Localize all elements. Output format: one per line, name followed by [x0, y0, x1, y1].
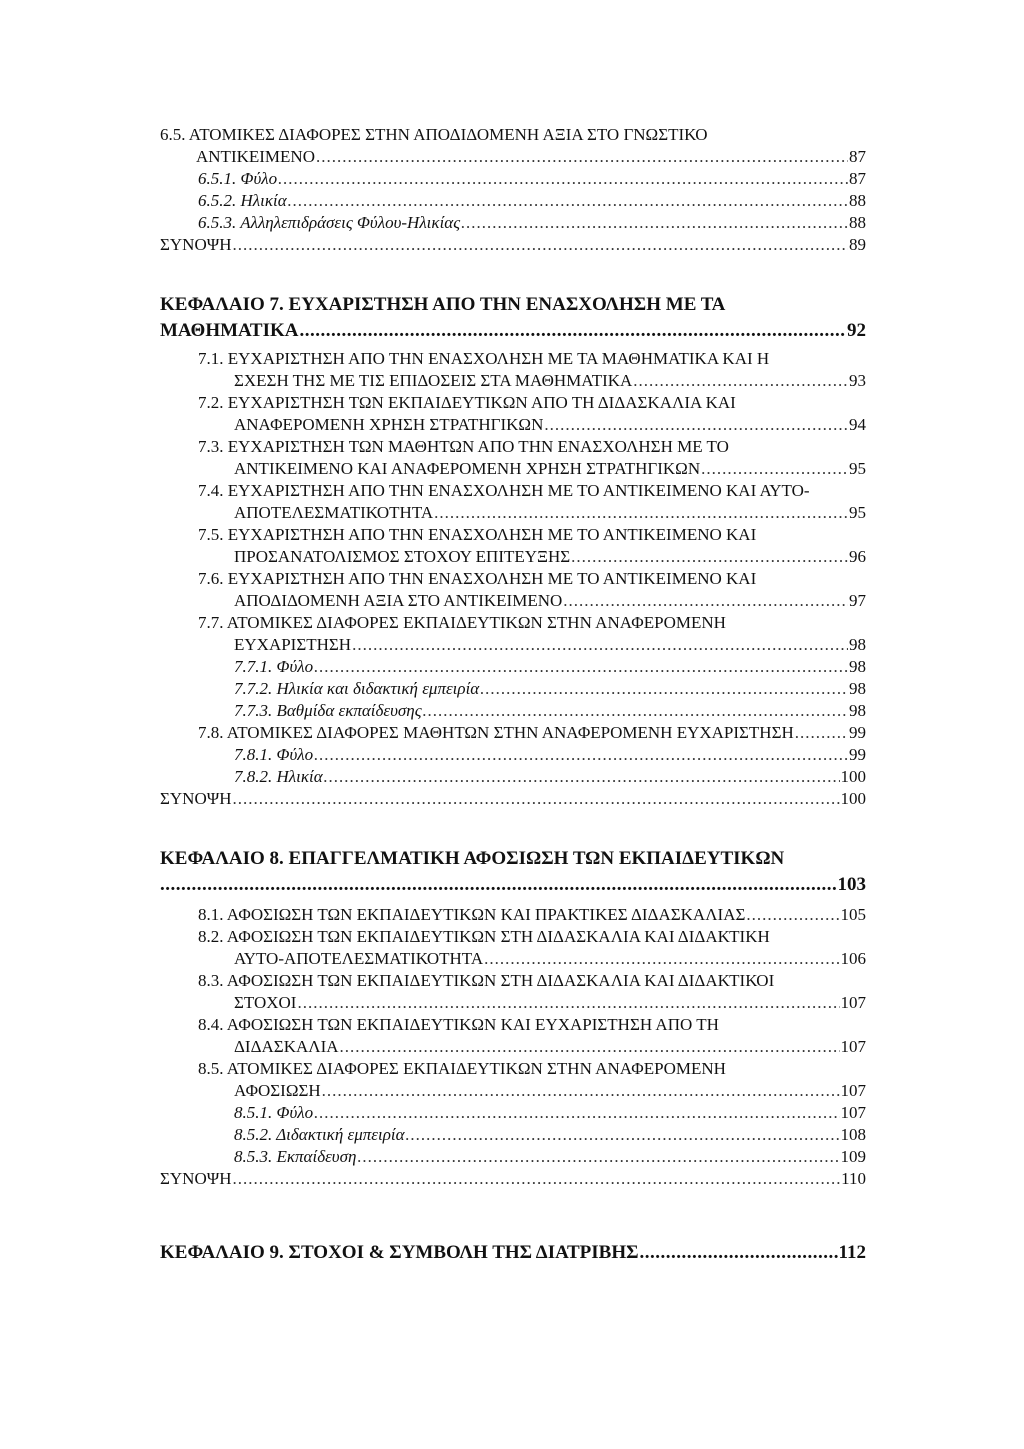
- page-number: 103: [837, 874, 866, 895]
- page-number: 108: [840, 1125, 866, 1144]
- toc-entry-summary-8[interactable]: [160, 1168, 866, 1190]
- page-number: 97: [849, 591, 866, 610]
- toc-entry-title: 7.7.1. Φύλο: [234, 657, 314, 676]
- toc-entry-6-5-3[interactable]: [160, 212, 866, 234]
- toc-entry-title: 7.2. ΕΥΧΑΡΙΣΤΗΣΗ ΤΩΝ ΕΚΠΑΙΔΕΥΤΙΚΩΝ ΑΠΟ ΤΗ ΔΙΔΑΣΚΑΛΙΑ ΚΑΙ: [198, 393, 736, 412]
- toc-entry-title: 7.7.2. Ηλικία και διδακτική εμπειρία: [234, 679, 480, 698]
- page-number: 105: [840, 905, 866, 924]
- toc-entry-title: 8.5. ΑΤΟΜΙΚΕΣ ΔΙΑΦΟΡΕΣ ΕΚΠΑΙΔΕΥΤΙΚΩΝ ΣΤΗΝ ΑΝΑΦΕΡΟΜΕΝΗ: [198, 1059, 726, 1078]
- toc-entry-title-cont: ΣΧΕΣΗ ΤΗΣ ΜΕ ΤΙΣ ΕΠΙΔΟΣΕΙΣ ΣΤΑ ΜΑΘΗΜΑΤΙΚΑ: [234, 371, 633, 390]
- toc-entry-7-6[interactable]: [160, 568, 866, 612]
- toc-entry-title-cont: ΑΠΟΤΕΛΕΣΜΑΤΙΚΟΤΗΤΑ: [234, 503, 434, 522]
- dot-leader: [233, 1168, 841, 1190]
- page-number: 95: [849, 503, 866, 522]
- page-number: 89: [849, 235, 866, 254]
- toc-entry-title: ΣΥΝΟΨΗ: [160, 789, 232, 808]
- toc-entry-title-cont: ΑΠΟΔΙΔΟΜΕΝΗ ΑΞΙΑ ΣΤΟ ΑΝΤΙΚΕΙΜΕΝΟ: [234, 591, 563, 610]
- page-number: 88: [849, 191, 866, 210]
- toc-entry-title: 7.4. ΕΥΧΑΡΙΣΤΗΣΗ ΑΠΟ ΤΗΝ ΕΝΑΣΧΟΛΗΣΗ ΜΕ ΤΟ ΑΝΤΙΚΕΙΜΕΝΟ ΚΑΙ ΑΥΤΟ-: [198, 481, 810, 500]
- toc-entry-6-5-1[interactable]: [160, 168, 866, 190]
- toc-entry-8-1[interactable]: [160, 904, 866, 926]
- toc-entry-7-1[interactable]: [160, 348, 866, 392]
- toc-entry-title: 8.2. ΑΦΟΣΙΩΣΗ ΤΩΝ ΕΚΠΑΙΔΕΥΤΙΚΩΝ ΣΤΗ ΔΙΔΑΣΚΑΛΙΑ ΚΑΙ ΔΙΔΑΚΤΙΚΗ: [198, 927, 770, 946]
- dot-leader: [461, 212, 848, 234]
- toc-entry-title-cont: ΑΝΑΦΕΡΟΜΕΝΗ ΧΡΗΣΗ ΣΤΡΑΤΗΓΙΚΩΝ: [234, 415, 544, 434]
- toc-entry-title: 7.8.2. Ηλικία: [234, 767, 323, 786]
- page-number: 94: [849, 415, 866, 434]
- page-number: 98: [849, 657, 866, 676]
- page-number: 87: [849, 169, 866, 188]
- dot-leader: [352, 634, 848, 656]
- toc-entry-7-3[interactable]: [160, 436, 866, 480]
- toc-chapter-8[interactable]: [160, 846, 866, 898]
- toc-entry-title: 6.5. ΑΤΟΜΙΚΕΣ ΔΙΑΦΟΡΕΣ ΣΤΗΝ ΑΠΟΔΙΔΟΜΕΝΗ ΑΞΙΑ ΣΤΟ ΓΝΩΣΤΙΚΟ: [160, 125, 708, 144]
- page-number: 96: [849, 547, 866, 566]
- chapter-title: ΚΕΦΑΛΑΙΟ 7. ΕΥΧΑΡΙΣΤΗΣΗ ΑΠΟ ΤΗΝ ΕΝΑΣΧΟΛΗΣΗ ΜΕ ΤΑ: [160, 294, 726, 315]
- toc-entry-8-5[interactable]: [160, 1058, 866, 1102]
- dot-leader: [288, 190, 848, 212]
- toc-chapter-9[interactable]: [160, 1240, 866, 1266]
- dot-leader: [278, 168, 848, 190]
- toc-entry-6-5-2[interactable]: [160, 190, 866, 212]
- toc-entry-title: 6.5.3. Αλληλεπιδράσεις Φύλου-Ηλικίας: [198, 213, 461, 232]
- dot-leader: [571, 546, 848, 568]
- chapter-title-cont: ΜΑΘΗΜΑΤΙΚΑ: [160, 320, 299, 341]
- toc-chapter-7[interactable]: [160, 292, 866, 344]
- toc-entry-title-cont: ΑΦΟΣΙΩΣΗ: [234, 1081, 321, 1100]
- chapter-title: ΚΕΦΑΛΑΙΟ 9. ΣΤΟΧΟΙ & ΣΥΜΒΟΛΗ ΤΗΣ ΔΙΑΤΡΙΒΗΣ: [160, 1242, 639, 1263]
- toc-entry-8-3[interactable]: [160, 970, 866, 1014]
- page-number: 99: [849, 723, 866, 742]
- toc-entry-7-7[interactable]: [160, 612, 866, 656]
- page-number: 98: [849, 635, 866, 654]
- toc-entry-8-5-3[interactable]: [160, 1146, 866, 1168]
- toc-entry-7-2[interactable]: [160, 392, 866, 436]
- toc-entry-title: 7.8. ΑΤΟΜΙΚΕΣ ΔΙΑΦΟΡΕΣ ΜΑΘΗΤΩΝ ΣΤΗΝ ΑΝΑΦΕΡΟΜΕΝΗ ΕΥΧΑΡΙΣΤΗΣΗ: [198, 723, 794, 742]
- dot-leader: [633, 370, 848, 392]
- toc-entry-title: ΣΥΝΟΨΗ: [160, 235, 232, 254]
- page-number: 107: [840, 1037, 866, 1056]
- dot-leader: [406, 1124, 840, 1146]
- dot-leader: [314, 1102, 839, 1124]
- page-number: 107: [840, 993, 866, 1012]
- dot-leader: [701, 458, 848, 480]
- page-number: 110: [841, 1169, 866, 1188]
- toc-entry-7-4[interactable]: [160, 480, 866, 524]
- toc-entry-title-cont: ΑΝΤΙΚΕΙΜΕΝΟ ΚΑΙ ΑΝΑΦΕΡΟΜΕΝΗ ΧΡΗΣΗ ΣΤΡΑΤΗΓΙΚΩΝ: [234, 459, 701, 478]
- dot-leader: [563, 590, 848, 612]
- toc-entry-title: 6.5.2. Ηλικία: [198, 191, 287, 210]
- toc-entry-7-7-1[interactable]: [160, 656, 866, 678]
- page-number: 107: [840, 1081, 866, 1100]
- dot-leader: [640, 1240, 838, 1266]
- page-number: 109: [840, 1147, 866, 1166]
- dot-leader: [480, 678, 848, 700]
- page-number: 107: [840, 1103, 866, 1122]
- dot-leader: [746, 904, 839, 926]
- toc-entry-title: 8.1. ΑΦΟΣΙΩΣΗ ΤΩΝ ΕΚΠΑΙΔΕΥΤΙΚΩΝ ΚΑΙ ΠΡΑΚΤΙΚΕΣ ΔΙΔΑΣΚΑΛΙΑΣ: [198, 905, 746, 924]
- page-number: 98: [849, 679, 866, 698]
- page-number: 106: [840, 949, 866, 968]
- toc-entry-title-cont: ΠΡΟΣΑΝΑΤΟΛΙΣΜΟΣ ΣΤΟΧΟΥ ΕΠΙΤΕΥΞΗΣ: [234, 547, 571, 566]
- toc-entry-title: 7.8.1. Φύλο: [234, 745, 314, 764]
- toc-entry-title: 8.5.1. Φύλο: [234, 1103, 314, 1122]
- page-number: 100: [840, 789, 866, 808]
- dot-leader: [314, 656, 848, 678]
- dot-leader: [322, 1080, 840, 1102]
- toc-entry-7-7-3[interactable]: [160, 700, 866, 722]
- toc-entry-title-cont: ΕΥΧΑΡΙΣΤΗΣΗ: [234, 635, 352, 654]
- page-number: 99: [849, 745, 866, 764]
- toc-entry-title-cont: ΑΝΤΙΚΕΙΜΕΝΟ: [196, 147, 315, 166]
- toc-entry-title-cont: ΑΥΤΟ-ΑΠΟΤΕΛΕΣΜΑΤΙΚΟΤΗΤΑ: [234, 949, 484, 968]
- toc-entry-8-2[interactable]: [160, 926, 866, 970]
- toc-entry-7-8[interactable]: [160, 722, 866, 744]
- page-number: 100: [840, 767, 866, 786]
- toc-entry-6-5[interactable]: [160, 124, 866, 168]
- toc-entry-title: 7.5. ΕΥΧΑΡΙΣΤΗΣΗ ΑΠΟ ΤΗΝ ΕΝΑΣΧΟΛΗΣΗ ΜΕ ΤΟ ΑΝΤΙΚΕΙΜΕΝΟ ΚΑΙ: [198, 525, 757, 544]
- dot-leader: [340, 1036, 840, 1058]
- dot-leader: [357, 1146, 839, 1168]
- table-of-contents: [160, 124, 866, 1266]
- dot-leader: [160, 872, 837, 898]
- page-number: 95: [849, 459, 866, 478]
- dot-leader: [795, 722, 848, 744]
- toc-entry-title: 8.5.2. Διδακτική εμπειρία: [234, 1125, 405, 1144]
- toc-entry-title: 7.7.3. Βαθμίδα εκπαίδευσης: [234, 701, 422, 720]
- toc-entry-title-cont: ΔΙΔΑΣΚΑΛΙΑ: [234, 1037, 339, 1056]
- toc-entry-title: ΣΥΝΟΨΗ: [160, 1169, 232, 1188]
- toc-entry-7-5[interactable]: [160, 524, 866, 568]
- page-number: 98: [849, 701, 866, 720]
- page-number: 93: [849, 371, 866, 390]
- toc-entry-title: 7.1. ΕΥΧΑΡΙΣΤΗΣΗ ΑΠΟ ΤΗΝ ΕΝΑΣΧΟΛΗΣΗ ΜΕ ΤΑ ΜΑΘΗΜΑΤΙΚΑ ΚΑΙ Η: [198, 349, 770, 368]
- page-number: 92: [847, 320, 866, 341]
- dot-leader: [233, 234, 848, 256]
- page-number: 112: [838, 1242, 866, 1263]
- toc-entry-title: 6.5.1. Φύλο: [198, 169, 278, 188]
- toc-entry-title: 7.6. ΕΥΧΑΡΙΣΤΗΣΗ ΑΠΟ ΤΗΝ ΕΝΑΣΧΟΛΗΣΗ ΜΕ ΤΟ ΑΝΤΙΚΕΙΜΕΝΟ ΚΑΙ: [198, 569, 757, 588]
- dot-leader: [324, 766, 840, 788]
- dot-leader: [314, 744, 848, 766]
- dot-leader: [484, 948, 839, 970]
- dot-leader: [299, 318, 846, 344]
- dot-leader: [434, 502, 848, 524]
- toc-entry-title: 7.7. ΑΤΟΜΙΚΕΣ ΔΙΑΦΟΡΕΣ ΕΚΠΑΙΔΕΥΤΙΚΩΝ ΣΤΗΝ ΑΝΑΦΕΡΟΜΕΝΗ: [198, 613, 726, 632]
- toc-entry-7-7-2[interactable]: [160, 678, 866, 700]
- toc-entry-8-5-1[interactable]: [160, 1102, 866, 1124]
- toc-entry-title: 8.3. ΑΦΟΣΙΩΣΗ ΤΩΝ ΕΚΠΑΙΔΕΥΤΙΚΩΝ ΣΤΗ ΔΙΔΑΣΚΑΛΙΑ ΚΑΙ ΔΙΔΑΚΤΙΚΟΙ: [198, 971, 775, 990]
- dot-leader: [316, 146, 848, 168]
- page-number: 88: [849, 213, 866, 232]
- toc-entry-8-5-2[interactable]: [160, 1124, 866, 1146]
- toc-entry-title: 8.4. ΑΦΟΣΙΩΣΗ ΤΩΝ ΕΚΠΑΙΔΕΥΤΙΚΩΝ ΚΑΙ ΕΥΧΑΡΙΣΤΗΣΗ ΑΠΟ ΤΗ: [198, 1015, 719, 1034]
- toc-entry-title: 8.5.3. Εκπαίδευση: [234, 1147, 357, 1166]
- toc-entry-7-8-2[interactable]: [160, 766, 866, 788]
- toc-entry-summary-7[interactable]: [160, 788, 866, 810]
- toc-entry-title-cont: ΣΤΟΧΟΙ: [234, 993, 297, 1012]
- toc-entry-7-8-1[interactable]: [160, 744, 866, 766]
- toc-entry-8-4[interactable]: [160, 1014, 866, 1058]
- dot-leader: [544, 414, 848, 436]
- toc-entry-summary-6[interactable]: [160, 234, 866, 256]
- chapter-title: ΚΕΦΑΛΑΙΟ 8. ΕΠΑΓΓΕΛΜΑΤΙΚΗ ΑΦΟΣΙΩΣΗ ΤΩΝ ΕΚΠΑΙΔΕΥΤΙΚΩΝ: [160, 848, 785, 869]
- dot-leader: [297, 992, 839, 1014]
- dot-leader: [423, 700, 848, 722]
- page-number: 87: [849, 147, 866, 166]
- toc-entry-title: 7.3. ΕΥΧΑΡΙΣΤΗΣΗ ΤΩΝ ΜΑΘΗΤΩΝ ΑΠΟ ΤΗΝ ΕΝΑΣΧΟΛΗΣΗ ΜΕ ΤΟ: [198, 437, 729, 456]
- dot-leader: [233, 788, 840, 810]
